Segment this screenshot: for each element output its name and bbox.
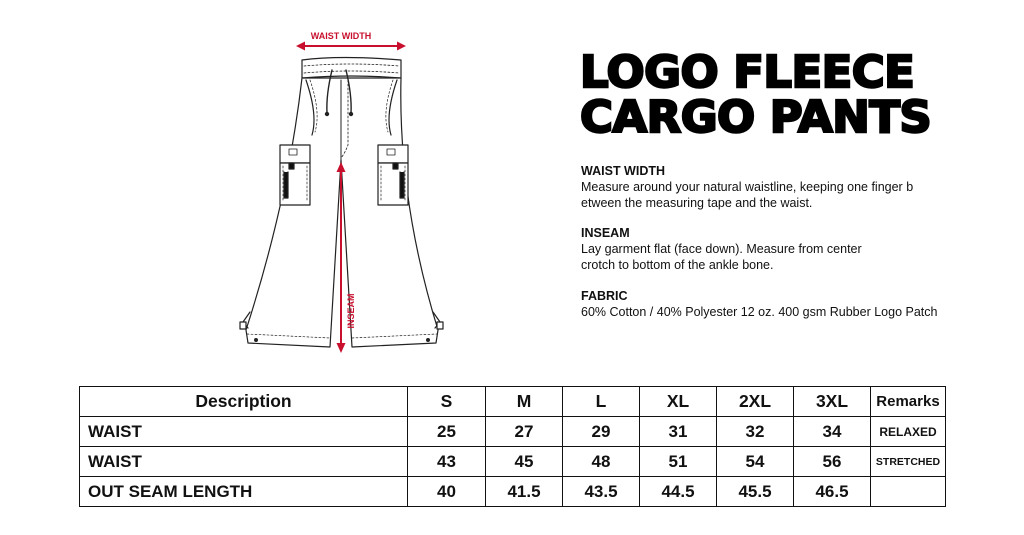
table-row [80,417,946,447]
table-cell: 45.5 [717,477,794,507]
title-line-1: LOGO FLEECE [580,47,915,98]
column-header: M [486,387,563,417]
section-text [581,179,953,211]
section-text [581,241,953,273]
row-label: OUT SEAM LENGTH [80,477,408,507]
section-text [581,304,961,320]
table-cell: 51 [640,447,717,477]
table-cell: 43.5 [563,477,640,507]
remark-cell: RELAXED [871,417,946,447]
table-header-row [80,387,946,417]
waist-width-section [581,163,961,211]
title-line-2: CARGO PANTS [580,92,932,143]
table-cell: 46.5 [794,477,871,507]
table-row [80,477,946,507]
column-header: XL [640,387,717,417]
section-text-line: 60% Cotton / 40% Polyester 12 oz. 400 gsm Rubber Logo Patch [581,305,938,319]
table-cell: 34 [794,417,871,447]
table-cell: 48 [563,447,640,477]
table-cell: 54 [717,447,794,477]
product-title [580,47,932,143]
table-cell: 29 [563,417,640,447]
section-heading: WAIST WIDTH [581,164,666,178]
table-cell: 41.5 [486,477,563,507]
column-header: Remarks [871,387,946,417]
column-header: Description [80,387,408,417]
table-cell: 31 [640,417,717,447]
remark-cell [871,477,946,507]
table-cell: 44.5 [640,477,717,507]
section-text-line: Lay garment flat (face down). Measure from center [581,242,862,256]
table-cell: 45 [486,447,563,477]
column-header: L [563,387,640,417]
column-header: 2XL [717,387,794,417]
fabric-section [581,288,961,320]
table-cell: 25 [408,417,486,447]
inseam-label: INSEAM [346,293,356,329]
table-row [80,447,946,477]
table-cell: 27 [486,417,563,447]
waist-width-label: WAIST WIDTH [310,31,372,41]
size-chart-table [79,386,946,507]
column-header: S [408,387,486,417]
remark-cell: STRETCHED [871,447,946,477]
row-label: WAIST [80,447,408,477]
section-heading: FABRIC [581,289,628,303]
row-label: WAIST [80,417,408,447]
column-header: 3XL [794,387,871,417]
table-cell: 56 [794,447,871,477]
section-text-line: Measure around your natural waistline, keeping one finger b [581,180,914,194]
section-heading: INSEAM [581,226,630,240]
section-text-line: crotch to bottom of the ankle bone. [581,258,774,272]
inseam-section [581,225,961,273]
table-cell: 43 [408,447,486,477]
waist-width-arrow [296,42,406,51]
pants-illustration [236,24,446,359]
table-cell: 40 [408,477,486,507]
section-text-line: etween the measuring tape and the waist. [581,196,813,210]
table-cell: 32 [717,417,794,447]
